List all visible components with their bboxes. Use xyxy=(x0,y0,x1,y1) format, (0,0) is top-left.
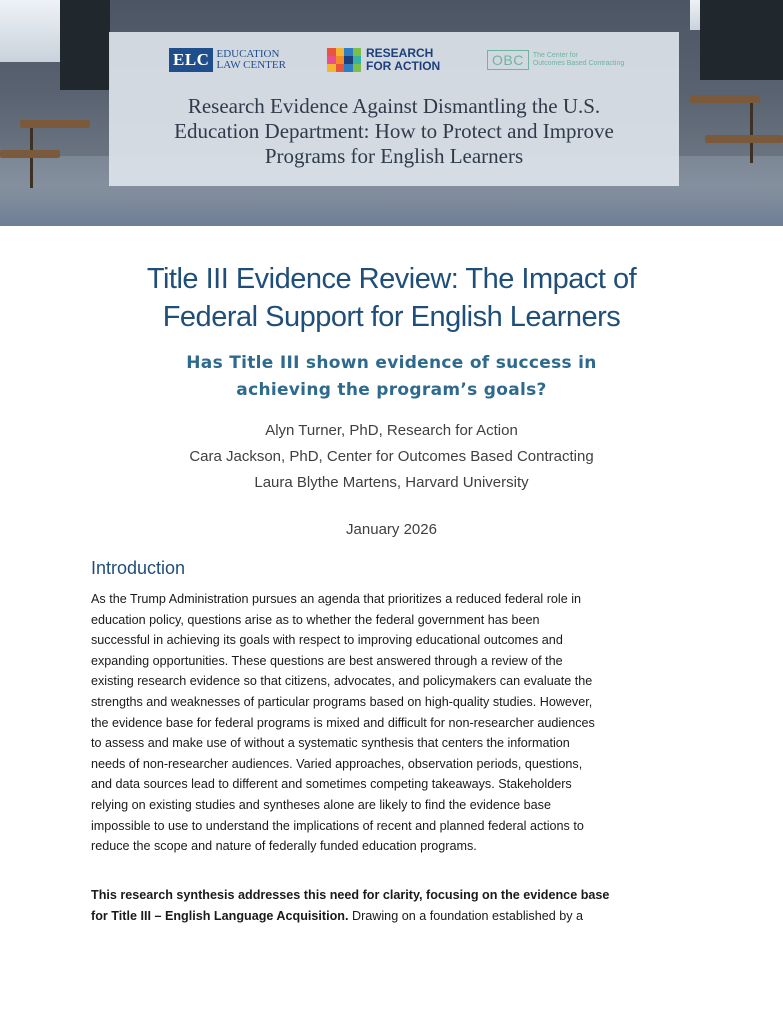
desk xyxy=(690,95,760,103)
banner-title xyxy=(109,94,679,169)
elc-logo xyxy=(169,42,286,78)
paragraph-line: strengths and weaknesses of particular programs based on high-quality studies. However, xyxy=(91,694,593,709)
partner-logos xyxy=(109,42,679,78)
rfa-logo-tile xyxy=(353,64,362,72)
banner-title-line: Education Department: How to Protect and Improve xyxy=(174,119,614,143)
rfa-logo-tile xyxy=(327,56,336,64)
obc-logo-text xyxy=(533,52,628,68)
paragraph-line xyxy=(91,885,697,906)
author-line: Laura Blythe Martens, Harvard University xyxy=(254,474,529,491)
paragraph-line: existing research evidence so that citizens, advocates, and policymakers can evaluate the xyxy=(91,674,593,689)
document-title-line: Federal Support for English Learners xyxy=(162,301,621,333)
desk-leg xyxy=(30,128,33,188)
paragraph-line: the evidence base for federal programs is mixed and difficult for non-researcher audiences xyxy=(91,715,595,730)
document-subtitle-line: achieving the program’s goals? xyxy=(236,380,547,400)
classroom-window xyxy=(0,0,60,62)
rfa-logo-line2: FOR ACTION xyxy=(366,59,441,73)
rfa-logo-tile xyxy=(344,48,353,56)
rfa-logo-mark xyxy=(327,48,361,72)
synthesis-paragraph xyxy=(91,885,697,926)
rfa-logo-tile xyxy=(344,56,353,64)
classroom-board xyxy=(700,0,783,80)
desk-leg xyxy=(750,103,753,163)
paragraph-line: impossible to use to understand the implications of recent and planned federal actions to xyxy=(91,818,584,833)
desk xyxy=(20,120,90,128)
document-title-line: Title III Evidence Review: The Impact of xyxy=(146,263,637,295)
paragraph-text: Drawing on a foundation established by a xyxy=(348,908,584,923)
paragraph-line: education policy, questions arise as to whether the federal government has been xyxy=(91,612,540,627)
author-line: Cara Jackson, PhD, Center for Outcomes Based Contracting xyxy=(189,448,594,465)
document-title xyxy=(40,260,743,336)
document-subtitle-line: Has Title III shown evidence of success in xyxy=(186,353,597,373)
header-banner xyxy=(0,0,783,226)
desk xyxy=(0,150,60,158)
bold-text: This research synthesis addresses this need for clarity, focusing on the evidence base xyxy=(91,888,610,902)
section-heading-introduction: Introduction xyxy=(91,558,186,578)
obc-logo-mark: OBC xyxy=(487,50,529,70)
rfa-logo-tile xyxy=(353,56,362,64)
document-subtitle xyxy=(140,350,643,404)
banner-title-line: Research Evidence Against Dismantling the U.S. xyxy=(187,94,601,118)
paragraph-line: successful in achieving its goals with respect to improving educational outcomes and xyxy=(91,633,563,648)
rfa-logo-tile xyxy=(344,64,353,72)
paragraph-line xyxy=(91,906,697,927)
paragraph-line: As the Trump Administration pursues an agenda that prioritizes a reduced federal role in xyxy=(91,592,582,606)
classroom-board xyxy=(60,0,110,90)
author-list xyxy=(40,418,743,496)
rfa-logo-tile xyxy=(336,48,345,56)
paragraph-line: and data sources lead to different and sometimes competing takeaways. Stakeholders xyxy=(91,777,572,792)
obc-logo-line1: The Center for xyxy=(532,52,578,59)
rfa-logo-tile xyxy=(336,56,345,64)
rfa-logo-tile xyxy=(336,64,345,72)
rfa-logo-text xyxy=(366,47,440,73)
rfa-logo xyxy=(327,42,440,78)
rfa-logo-tile xyxy=(353,48,362,56)
banner-overlay xyxy=(0,186,783,226)
bold-text: for Title III – English Language Acquisition. xyxy=(91,908,349,923)
obc-logo xyxy=(487,42,628,78)
rfa-logo-tile xyxy=(327,64,336,72)
elc-logo-text xyxy=(216,49,286,71)
paragraph-line: needs of non-researcher audiences. Varied approaches, observation periods, questions, xyxy=(91,756,583,771)
obc-logo-line2: Outcomes Based Contracting xyxy=(532,60,625,67)
paragraph-line: reduce the scope and nature of federally funded education programs. xyxy=(91,839,477,854)
author-line: Alyn Turner, PhD, Research for Action xyxy=(265,422,518,439)
paragraph-line: relying on existing studies and syntheses alone are likely to find the evidence base xyxy=(91,797,551,812)
publication-date: January 2026 xyxy=(346,521,437,538)
introduction-paragraph xyxy=(91,589,697,857)
banner-title-card xyxy=(109,32,679,186)
rfa-logo-tile xyxy=(327,48,336,56)
paragraph-line: to assess and make use of without a systematic synthesis that centers the information xyxy=(91,736,570,751)
desk xyxy=(705,135,783,143)
rfa-logo-line1: RESEARCH xyxy=(366,46,434,60)
elc-logo-line2: LAW CENTER xyxy=(216,59,286,71)
elc-logo-mark: ELC xyxy=(169,48,213,72)
banner-title-line: Programs for English Learners xyxy=(264,144,524,168)
paragraph-line: expanding opportunities. These questions are best answered through a review of the xyxy=(91,653,563,668)
elc-logo-line1: EDUCATION xyxy=(216,48,280,60)
